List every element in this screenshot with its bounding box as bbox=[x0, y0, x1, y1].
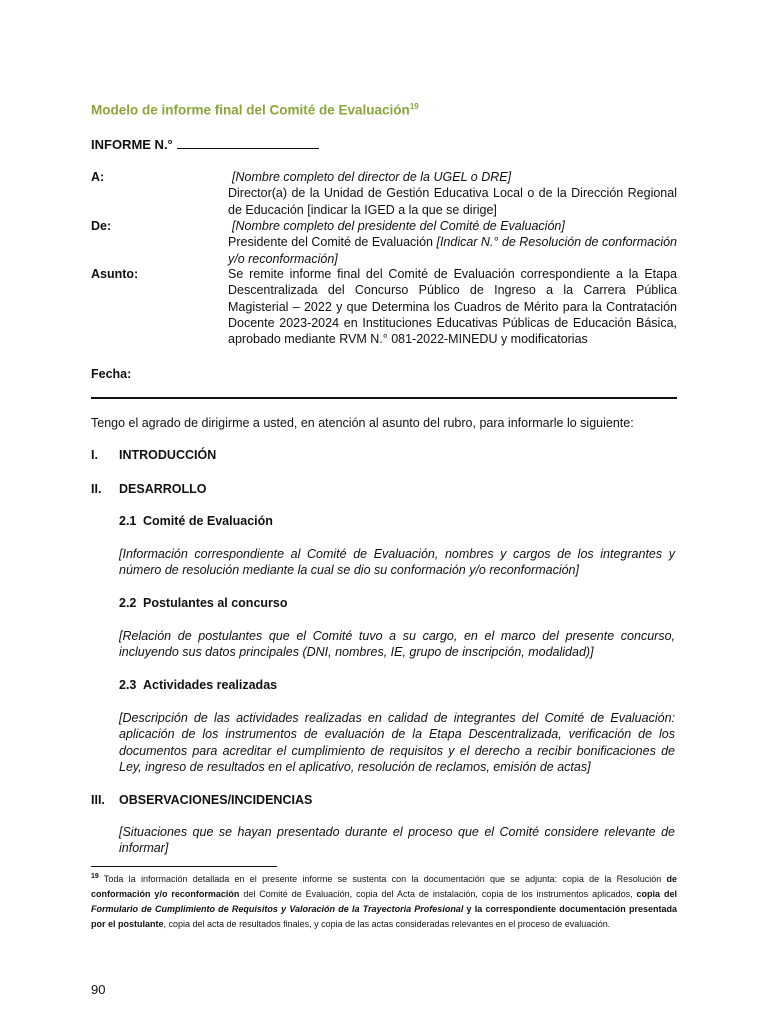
meta-asunto-text: Se remite informe final del Comité de Evaluación correspondiente a la Etapa Descentralizada del Concurso Público de Ingreso a la Carrera Pública Magisterial – 2022 y que Determina los Cuadros de Mérito para la Contratación Docente 2023-2024 en Instituciones Educativas Públicas de Educación Básica, aprobado mediante RVM N.° 081-2022-MINEDU y modificatorias bbox=[228, 267, 677, 347]
subsection-comite: 2.1 Comité de Evaluación bbox=[119, 514, 273, 528]
subsection-comite-body: [Información correspondiente al Comité de Evaluación, nombres y cargos de los integrantes y número de resolución mediante la cual se dio su conformación y/o reconformación] bbox=[119, 547, 675, 578]
document-title: Modelo de informe final del Comité de Evaluación$^{19}$ bbox=[91, 102, 419, 118]
meta-asunto bbox=[91, 266, 677, 366]
subsection-actividades: 2.3 Actividades realizadas bbox=[119, 678, 278, 692]
meta-a bbox=[91, 169, 677, 219]
subsection-actividades-body: [Descripción de las actividades realizadas en calidad de integrantes del Comité de Evaluación: aplicación de los instrumentos de evaluación de la Etapa Descentralizada, verificación de los documentos para acreditar el cumplimiento de requisitos y el derecho a recibir bonificaciones de Ley, ingreso de resultados en el aplicativo, resolución de reclamos, emisión de actas] bbox=[119, 711, 675, 775]
footnote-divider bbox=[91, 866, 277, 867]
meta-a-name: [Nombre completo del director de la UGEL o DRE] bbox=[232, 170, 512, 184]
meta-de bbox=[91, 218, 677, 268]
meta-asunto-label: Asunto: bbox=[91, 267, 139, 281]
header-divider bbox=[91, 397, 677, 399]
meta-a-label: A: bbox=[91, 170, 105, 184]
meta-de-label: De: bbox=[91, 219, 112, 233]
footnote-ref: 19 bbox=[409, 102, 419, 111]
intro-paragraph: Tengo el agrado de dirigirme a usted, en atención al asunto del rubro, para informarle lo siguiente: bbox=[91, 416, 634, 430]
section-observaciones: III. OBSERVACIONES/INCIDENCIAS bbox=[91, 793, 313, 807]
section-observaciones-body: [Situaciones que se hayan presentado durante el proceso que el Comité considere relevante de informar] bbox=[119, 825, 675, 856]
meta-de-name: [Nombre completo del presidente del Comité de Evaluación] bbox=[232, 219, 565, 233]
meta-fecha bbox=[91, 366, 677, 384]
informe-number-field: INFORME N.° bbox=[91, 136, 319, 152]
meta-a-role: Director(a) de la Unidad de Gestión Educativa Local o de la Dirección Regional de Educación [indicar la IGED a la que se dirige] bbox=[228, 186, 677, 217]
meta-fecha-label: Fecha: bbox=[91, 367, 132, 381]
section-desarrollo: II. DESARROLLO bbox=[91, 482, 207, 496]
subsection-postulantes-body: [Relación de postulantes que el Comité tuvo a su cargo, en el marco del presente concurso, incluyendo sus datos principales (DNI, nombres, IE, grupo de inscripción, modalidad)] bbox=[119, 629, 675, 660]
footnote: $^{19}$ Toda la información detallada en el presente informe se sustenta con la documentación que se adjunta: copia de la Resolución de conformación y/o reconformación del Comité de Evaluación, copia del Acta de instalación, copia de los instrumentos aplicados, copia del Formulario de Cumplimiento de Requisitos y Valoración de la Trayectoria Profesional y la correspondiente documentación presentada por el postulante, copia del acta de resultados finales, y copia de las actas consideradas relevantes en el proceso de evaluación. bbox=[91, 873, 677, 929]
section-introduccion: I. INTRODUCCIÓN bbox=[91, 448, 217, 462]
subsection-postulantes: 2.2 Postulantes al concurso bbox=[119, 596, 288, 610]
page-number: 90 bbox=[91, 982, 106, 997]
blank-line bbox=[177, 136, 319, 149]
meta-de-role: Presidente del Comité de Evaluación [Indicar N.° de Resolución de conformación y/o reconformación] bbox=[228, 235, 678, 266]
